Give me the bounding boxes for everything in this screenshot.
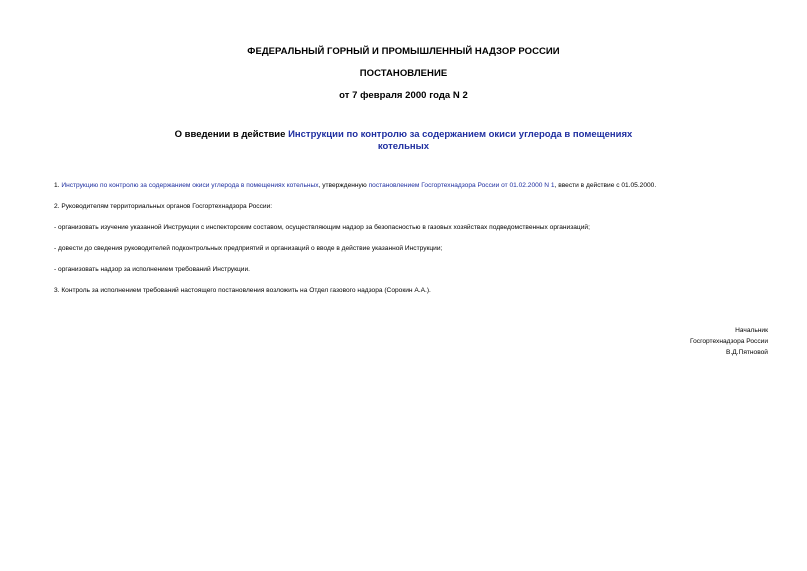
document-date: от 7 февраля 2000 года N 2 — [339, 90, 468, 101]
document-title — [150, 129, 657, 153]
paragraph-2: 2. Руководителям территориальных органов Госгортехнадзора России: — [54, 203, 273, 210]
document-type: ПОСТАНОВЛЕНИЕ — [359, 68, 448, 79]
paragraph-1-number: 1. — [54, 182, 62, 189]
paragraph-1 — [54, 182, 774, 189]
title-instruction-link[interactable]: Инструкции по контролю за содержанием окиси углерода в помещениях котельных — [288, 129, 633, 152]
paragraph-4: - довести до сведения руководителей подконтрольных предприятий и организаций о вводе в действие указанной Инструкции; — [54, 245, 443, 252]
signature-name: В.Д.Пятновой — [726, 349, 768, 356]
signature-position: Начальник — [735, 327, 768, 334]
paragraph-6: 3. Контроль за исполнением требований настоящего постановления возложить на Отдел газового надзора (Сорокин А.А.). — [54, 287, 431, 294]
paragraph-5: - организовать надзор за исполнением требований Инструкции. — [54, 266, 250, 273]
paragraph-3: - организовать изучение указанной Инструкции с инспекторским составом, осуществляющим надзор за безопасностью в газовых хозяйствах подведомственных организаций; — [54, 224, 590, 231]
title-prefix: О введении в действие — [174, 129, 289, 140]
paragraph-1-middle: , утвержденную — [318, 182, 369, 189]
paragraph-1-end: , ввести в действие с 01.05.2000. — [554, 182, 657, 189]
resolution-link[interactable]: постановлением Госгортехнадзора России от 01.02.2000 N 1 — [368, 182, 555, 189]
organization-name: ФЕДЕРАЛЬНЫЙ ГОРНЫЙ И ПРОМЫШЛЕННЫЙ НАДЗОР РОССИИ — [247, 46, 560, 57]
signature-block — [690, 325, 768, 358]
signature-org: Госгортехнадзора России — [690, 338, 768, 345]
instruction-link[interactable]: Инструкцию по контролю за содержанием окиси углерода в помещениях котельных — [61, 182, 319, 189]
